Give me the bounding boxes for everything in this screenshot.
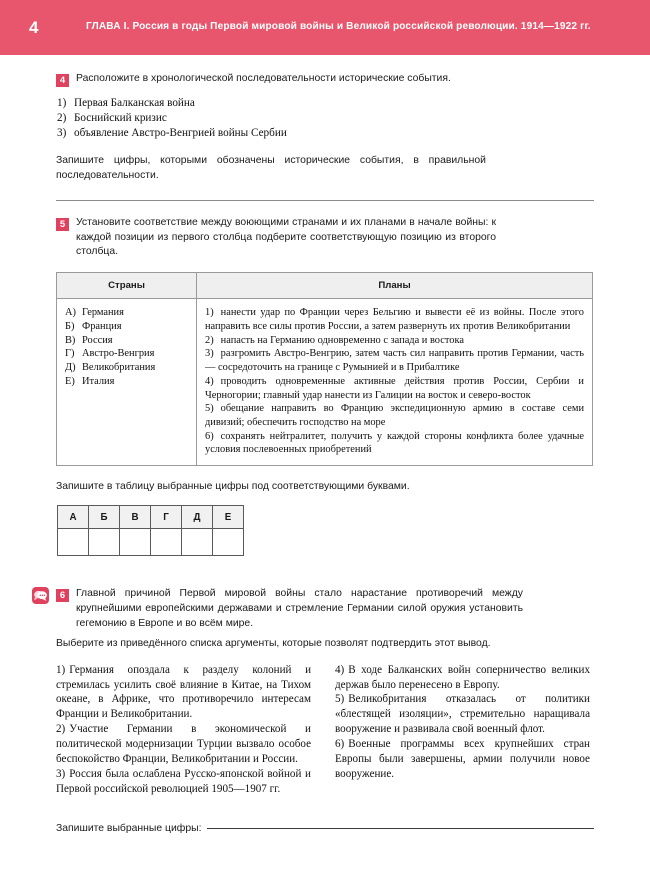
list-item (57, 126, 594, 141)
list-item-label: нанести удар по Франции через Бельгию и вывести её из войны. После этого направить все силы против России, а затем развернуть их против Великобритании (205, 307, 584, 332)
list-item-label: Италия (82, 375, 115, 387)
list-item-number: 3) (57, 126, 67, 139)
table-body-row (57, 299, 593, 466)
list-item-number: 4) (335, 663, 345, 676)
list-item (335, 692, 590, 737)
answer-grid-letter: А (58, 506, 89, 529)
table-header-row (57, 273, 593, 299)
list-item-number: 6) (205, 430, 214, 442)
discussion-icon (32, 587, 49, 604)
list-item-label: Германия опоздала к разделу колоний и стремилась усилить своё влияние в Китае, на Тихом океане, в Африке, что противоречило интересам Франции и Великобритании. (56, 663, 311, 721)
list-item-label: напасть на Германию одновременно с запада и востока (220, 334, 464, 346)
answer-grid-letter-row (58, 506, 244, 529)
list-item-number: 5) (335, 693, 345, 706)
list-item-label: Германия (82, 307, 124, 319)
list-item-label: Франция (82, 320, 122, 332)
list-item-number: Г) (65, 348, 75, 360)
list-item-label: Первая Балканская война (74, 97, 195, 109)
task-4-instruction: Запишите цифры, которыми обозначены исторические события, в правильной последовательности. (56, 154, 486, 181)
list-item (56, 722, 311, 767)
list-item-label: объявление Австро-Венгрией войны Сербии (74, 126, 287, 139)
answer-grid-letter: Г (151, 506, 182, 529)
answer-grid-cell[interactable] (120, 529, 151, 556)
answer-grid-cell[interactable] (182, 529, 213, 556)
task-5-number-badge: 5 (56, 218, 69, 231)
list-item (65, 375, 188, 389)
list-item (56, 767, 311, 797)
list-item-number: В) (65, 334, 76, 346)
task-5 (56, 216, 594, 556)
task-6-prompt: Главной причиной Первой мировой войны стало нарастание противоречий между крупнейшими европейскими державами и стремление Германии силой оружия установить гегемонию в Европе и во всём мире. (76, 588, 523, 629)
list-item-number: 1) (56, 663, 66, 676)
list-item-label: Россия была ослаблена Русско-японской войной и Первой российской революцией 1905—1907 гг. (56, 768, 311, 795)
answer-line-label: Запишите выбранные цифры: (56, 822, 202, 834)
list-item-label: Россия (82, 334, 113, 346)
answer-grid-letter: В (120, 506, 151, 529)
answer-grid-cell[interactable] (58, 529, 89, 556)
answer-letter-grid[interactable] (57, 505, 244, 556)
task-5-header (56, 216, 594, 260)
countries-plans-table (56, 272, 593, 466)
page-header (0, 0, 650, 55)
answer-grid-cell[interactable] (89, 529, 120, 556)
answer-grid-letter: Б (89, 506, 120, 529)
task-5-instruction: Запишите в таблицу выбранные цифры под соответствующими буквами. (56, 481, 410, 493)
list-item (205, 430, 584, 457)
answer-grid-input-row[interactable] (58, 529, 244, 556)
countries-cell (57, 299, 197, 466)
list-item-number: 5) (205, 403, 214, 415)
list-item-number: Е) (65, 375, 75, 387)
list-item (65, 361, 188, 375)
task-5-prompt: Установите соответствие между воюющими странами и их планами в начале войны: к каждой позиции из первого столбца подберите соответствующую позицию из второго столбца. (76, 216, 496, 258)
task-4-header (56, 72, 594, 87)
list-item-label: разгромить Австро-Венгрию, затем часть сил направить против Германии, часть — сосредоточить на границе с Румынией и в Прибалтике (205, 348, 584, 374)
chapter-title: ГЛАВА I. Россия в годы Первой мировой войны и Великой российской революции. 1914—1922 гг. (86, 21, 591, 33)
arguments-left-column (56, 663, 311, 797)
answer-grid-letter: Е (213, 506, 244, 529)
list-item-number: Д) (65, 362, 76, 374)
task-6-arguments (56, 663, 594, 797)
list-item-label: Великобритания отказалась от политики «блестящей изоляции», стремительно наращивала вооружение и развивала свой военный флот. (335, 693, 590, 736)
list-item (205, 347, 584, 374)
list-item-label: проводить одновременные активные действия против России, Сербии и Черногории; главный удар нанести из Галиции на восток и северо-восток (205, 375, 584, 401)
list-item (205, 306, 584, 333)
list-item-label: Военные программы всех крупнейших стран Европы были завершены, армии получили новое вооружение. (335, 738, 590, 780)
page-number: 4 (29, 17, 39, 37)
arguments-right-column (335, 663, 590, 797)
list-item (57, 111, 594, 126)
list-item-label: Боснийский кризис (74, 111, 167, 124)
list-item-number: 1) (57, 97, 67, 109)
task-4-number-badge: 4 (56, 74, 69, 87)
list-item-number: А) (65, 307, 76, 319)
answer-grid-letter: Д (182, 506, 213, 529)
list-item-number: 4) (205, 375, 214, 387)
plans-cell (197, 299, 593, 466)
list-item (335, 663, 590, 693)
list-item (57, 96, 594, 111)
task-4 (56, 72, 594, 183)
list-item-label: Австро-Венгрия (82, 348, 155, 360)
task-6-number-badge: 6 (56, 589, 69, 602)
list-item-number: 2) (205, 334, 214, 346)
page-body (0, 72, 650, 834)
list-item (205, 402, 584, 429)
list-item-label: обещание направить во Францию экспедиционную армию в составе семи дивизий; обеспечить господство на море (205, 403, 584, 428)
table-header-plans: Планы (197, 273, 593, 299)
task-4-event-list (57, 96, 594, 141)
list-item-number: 3) (205, 348, 214, 360)
task-6-instruction: Выберите из приведённого списка аргументы, которые позволят подтвердить этот вывод. (56, 637, 491, 649)
list-item-number: 1) (205, 307, 214, 319)
task-6-header (56, 587, 594, 631)
list-item-label: Участие Германии в экономической и политической модернизации Турции вызвало особое беспокойство Франции, Великобритании и России. (56, 723, 311, 766)
list-item-label: Великобритания (82, 362, 156, 374)
task-6-answer-line[interactable] (56, 823, 594, 834)
list-item-number: 2) (56, 723, 66, 736)
list-item-number: Б) (65, 320, 75, 332)
answer-grid-cell[interactable] (213, 529, 244, 556)
answer-line-input[interactable] (207, 828, 594, 829)
task-4-prompt: Расположите в хронологической последовательности исторические события. (76, 73, 451, 84)
task-6 (56, 587, 594, 834)
list-item (65, 306, 188, 320)
list-item (335, 737, 590, 782)
task-4-separator (56, 200, 594, 201)
list-item-label: сохранять нейтралитет, получить у каждой стороны конфликта более удачные условия послевоенных приобретений (205, 430, 584, 456)
list-item-label: В ходе Балканских войн соперничество великих держав было перенесено в Европу. (335, 663, 590, 691)
list-item-number: 2) (57, 111, 67, 124)
list-item (65, 347, 188, 361)
list-item-number: 3) (56, 768, 66, 780)
list-item (205, 334, 584, 348)
list-item (205, 375, 584, 402)
list-item (65, 334, 188, 348)
list-item-number: 6) (335, 738, 345, 751)
list-item (56, 663, 311, 723)
table-header-countries: Страны (57, 273, 197, 299)
answer-grid-cell[interactable] (151, 529, 182, 556)
list-item (65, 320, 188, 334)
